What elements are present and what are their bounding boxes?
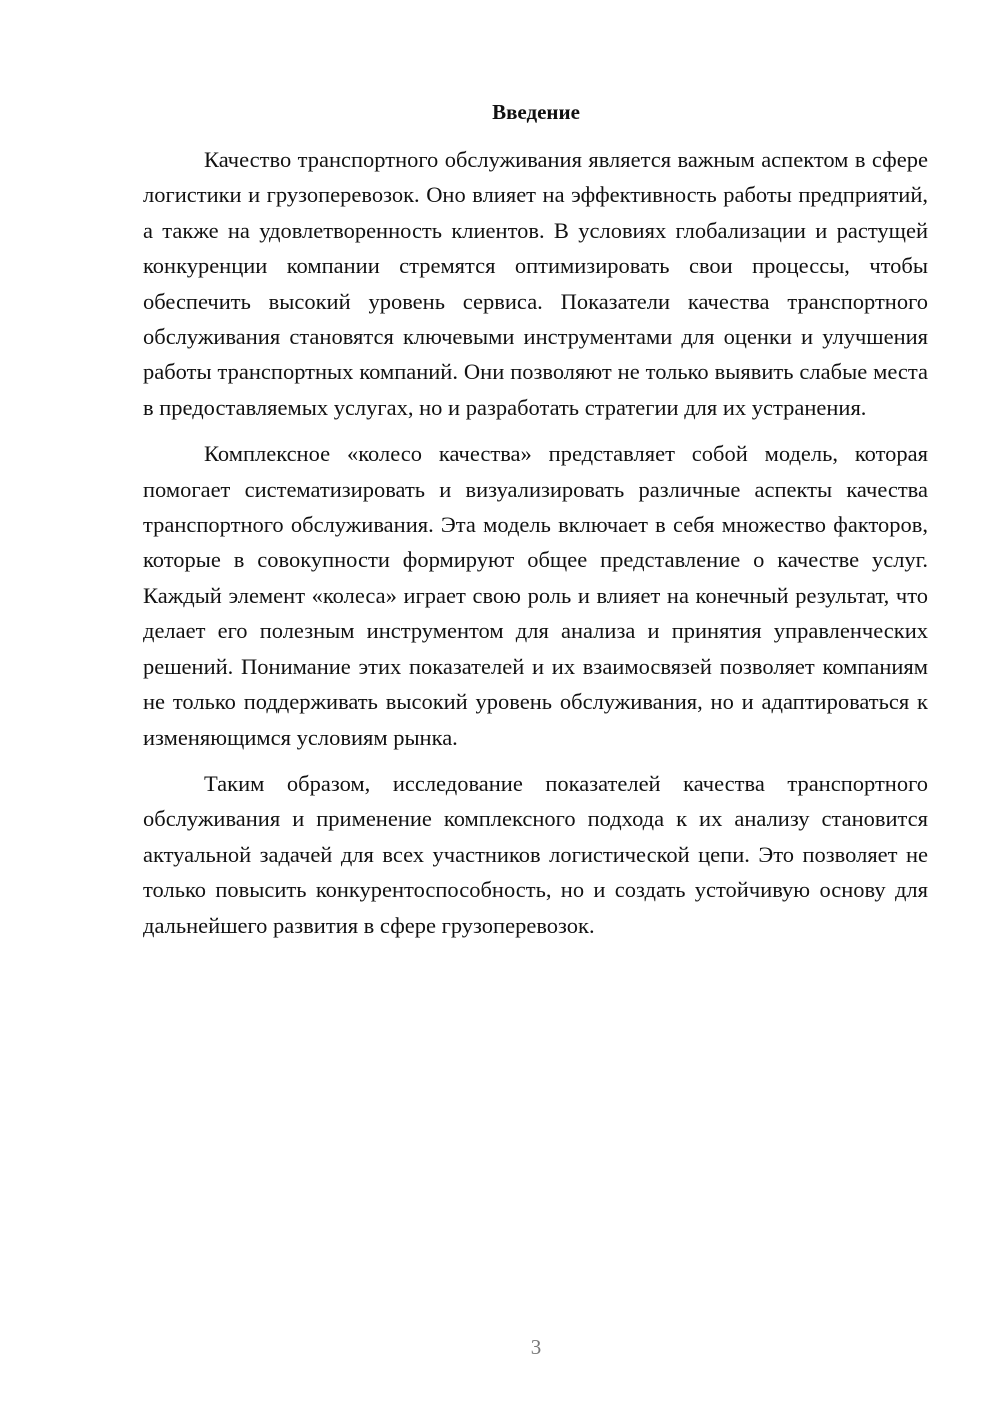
- paragraph-1: Качество транспортного обслуживания является важным аспектом в сфере логистики и грузоперевозок. Оно влияет на эффективность работы предприятий, а также на удовлетворенность клиентов. В условиях глобализации и растущей конкуренции компании стремятся оптимизировать свои процессы, чтобы обеспечить высокий уровень сервиса. Показатели качества транспортного обслуживания становятся ключевыми инструментами для оценки и улучшения работы транспортных компаний. Они позволяют не только выявить слабые места в предоставляемых услугах, но и разработать стратегии для их устранения.: [143, 147, 928, 420]
- page-number: 3: [530, 1335, 542, 1359]
- paragraph-3: Таким образом, исследование показателей качества транспортного обслуживания и применение комплексного подхода к их анализу становится актуальной задачей для всех участников логистической цепи. Это позволяет не только повысить конкурентоспособность, но и создать устойчивую основу для дальнейшего развития в сфере грузоперевозок.: [143, 770, 928, 938]
- section-heading: Введение: [492, 100, 580, 124]
- paragraph-2: Комплексное «колесо качества» представляет собой модель, которая помогает систематизировать и визуализировать различные аспекты качества транспортного обслуживания. Эта модель включает в себя множество факторов, которые в совокупности формируют общее представление о качестве услуг. Каждый элемент «колеса» играет свою роль и влияет на конечный результат, что делает его полезным инструментом для анализа и принятия управленческих решений. Понимание этих показателей и их взаимосвязей позволяет компаниям не только поддерживать высокий уровень обслуживания, но и адаптироваться к изменяющимся условиям рынка.: [143, 441, 928, 750]
- body-text: [143, 142, 928, 943]
